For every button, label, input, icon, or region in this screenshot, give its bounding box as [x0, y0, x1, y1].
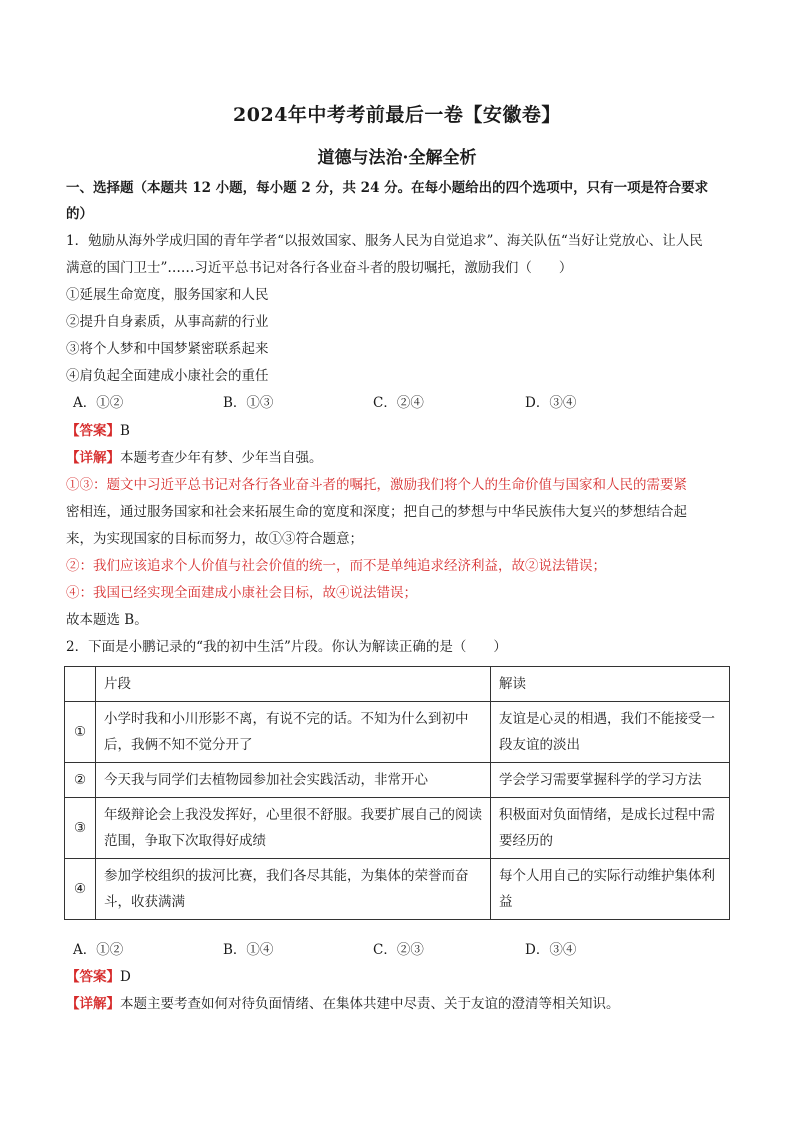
q2-answer-value: D [120, 969, 131, 985]
row-reading: 学会学习需要掌握科学的学习方法 [491, 763, 730, 798]
q2-detail-intro: 本题主要考查如何对待负面情绪、在集体共建中尽责、关于友谊的澄清等相关知识。 [120, 996, 620, 1012]
q2-stem: 2．下面是小鹏记录的“我的初中生活”片段。你认为解读正确的是（ ） [66, 639, 507, 655]
row-fragment: 小学时我和小川形影不离，有说不完的话。不知为什么到初中后，我俩不知不觉分开了 [96, 702, 491, 763]
section-heading-line2: 的） [66, 206, 93, 222]
q2-option-c[interactable]: C．②③ [373, 942, 424, 958]
row-num: ② [65, 763, 96, 798]
table-row [65, 859, 730, 920]
q1-analysis-line4: ②：我们应该追求个人价值与社会价值的统一，而不是单纯追求经济利益，故②说法错误； [66, 558, 606, 574]
table-header-num [65, 667, 96, 702]
q1-detail [66, 449, 730, 467]
q1-detail-tag: 【详解】 [66, 450, 120, 466]
q1-item-4: ④肩负起全面建成小康社会的重任 [66, 368, 269, 384]
q2-option-b[interactable]: B．①④ [223, 942, 274, 958]
row-fragment: 年级辩论会上我没发挥好，心里很不舒服。我要扩展自己的阅读范围，争取下次取得好成绩 [96, 798, 491, 859]
q2-options [73, 941, 733, 959]
q1-option-c[interactable]: C．②④ [373, 395, 424, 411]
q1-option-d[interactable]: D．③④ [525, 395, 577, 411]
row-num: ④ [65, 859, 96, 920]
table-header-row [65, 667, 730, 702]
q2-table [64, 666, 730, 920]
q2-detail [66, 995, 730, 1013]
q1-analysis-line1: ①③：题文中习近平总书记对各行各业奋斗者的嘱托，激励我们将个人的生命价值与国家和人民的需要紧 [66, 477, 687, 493]
row-fragment: 参加学校组织的拔河比赛，我们各尽其能，为集体的荣誉而奋斗，收获满满 [96, 859, 491, 920]
q2-answer-tag: 【答案】 [66, 969, 120, 985]
table-row [65, 763, 730, 798]
q1-answer-value: B [120, 423, 130, 439]
row-num: ① [65, 702, 96, 763]
q1-answer-tag: 【答案】 [66, 423, 120, 439]
q1-option-a[interactable]: A．①② [73, 395, 124, 411]
row-reading: 每个人用自己的实际行动维护集体利益 [491, 859, 730, 920]
table-header-reading: 解读 [491, 667, 730, 702]
row-reading: 友谊是心灵的相遇，我们不能接受一段友谊的淡出 [491, 702, 730, 763]
row-reading: 积极面对负面情绪，是成长过程中需要经历的 [491, 798, 730, 859]
row-num: ③ [65, 798, 96, 859]
q1-item-3: ③将个人梦和中国梦紧密联系起来 [66, 341, 269, 357]
q1-analysis-line3: 来，为实现国家的目标而努力，故①③符合题意； [66, 531, 363, 547]
row-fragment: 今天我与同学们去植物园参加社会实践活动，非常开心 [96, 763, 491, 798]
q1-conclusion: 故本题选 B。 [66, 612, 148, 628]
q2-answer [66, 968, 730, 986]
page-title: 2024年中考考前最后一卷【安徽卷】 [233, 104, 561, 126]
q2-option-d[interactable]: D．③④ [525, 942, 577, 958]
page-subtitle: 道德与法治·全解全析 [317, 148, 477, 168]
table-row [65, 798, 730, 859]
q1-stem-line1: 1．勉励从海外学成归国的青年学者“以报效国家、服务人民为自觉追求”、海关队伍“当好让党放心、让人民 [66, 233, 703, 249]
q1-detail-intro: 本题考查少年有梦、少年当自强。 [120, 450, 323, 466]
section-heading-line1: 一、选择题（本题共 12 小题，每小题 2 分，共 24 分。在每小题给出的四个选项中，只有一项是符合要求 [66, 180, 709, 196]
q2-detail-tag: 【详解】 [66, 996, 120, 1012]
q1-analysis-line2: 密相连，通过服务国家和社会来拓展生命的宽度和深度；把自己的梦想与中华民族伟大复兴的梦想结合起 [66, 504, 687, 520]
q1-options [73, 394, 733, 412]
q1-item-2: ②提升自身素质，从事高薪的行业 [66, 314, 269, 330]
q1-item-1: ①延展生命宽度，服务国家和人民 [66, 287, 269, 303]
q2-option-a[interactable]: A．①② [73, 942, 124, 958]
q1-answer [66, 422, 730, 440]
q1-analysis-line5: ④：我国已经实现全面建成小康社会目标，故④说法错误； [66, 585, 417, 601]
table-header-fragment: 片段 [96, 667, 491, 702]
q1-option-b[interactable]: B．①③ [223, 395, 274, 411]
table-row [65, 702, 730, 763]
q1-stem-line2: 满意的国门卫士”……习近平总书记对各行各业奋斗者的殷切嘱托，激励我们（ ） [66, 260, 573, 276]
